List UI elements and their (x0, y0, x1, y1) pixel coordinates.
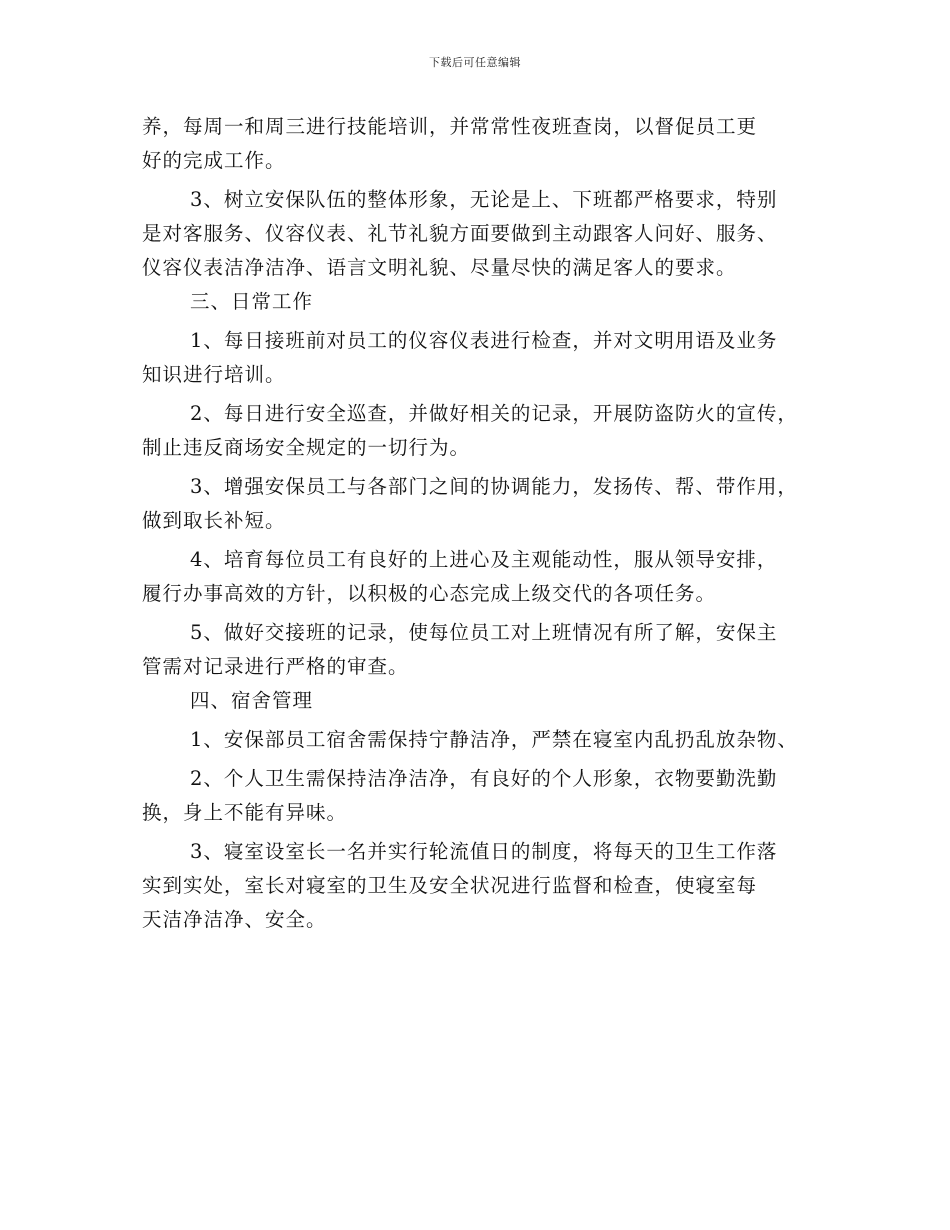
text-line: 制止违反商场安全规定的一切行为。 (142, 436, 471, 459)
text-line: 知识进行培训。 (142, 363, 286, 386)
page-header: 下载后可任意编辑 (429, 56, 521, 69)
paragraph-start: 3、增强安保员工与各部门之间的协调能力，发扬传、帮、带作用， (190, 475, 798, 498)
section-heading: 四、宿舍管理 (190, 689, 314, 712)
paragraph-start: 3、寝室设室长一名并实行轮流值日的制度，将每天的卫生工作落 (190, 840, 778, 863)
paragraph-start: 4、培育每位员工有良好的上进心及主观能动性，服从领导安排， (190, 548, 778, 571)
text-line: 仪容仪表洁净洁净、语言文明礼貌、尽量尽快的满足客人的要求。 (142, 256, 737, 279)
text-line: 实到实处，室长对寝室的卫生及安全状况进行监督和检查，使寝室每 (142, 874, 758, 897)
text-line: 做到取长补短。 (142, 509, 286, 532)
text-line: 管需对记录进行严格的审查。 (142, 655, 409, 678)
section-heading: 三、日常工作 (190, 290, 314, 313)
paragraph-start: 2、个人卫生需保持洁净洁净，有良好的个人形象，衣物要勤洗勤 (190, 767, 778, 790)
paragraph-start: 1、每日接班前对员工的仪容仪表进行检查，并对文明用语及业务 (190, 329, 778, 352)
text-line: 好的完成工作。 (142, 149, 286, 172)
text-line: 养，每周一和周三进行技能培训，并常常性夜班查岗，以督促员工更 (142, 115, 758, 138)
document-body (142, 110, 822, 937)
text-line: 是对客服务、仪容仪表、礼节礼貌方面要做到主动跟客人问好、服务、 (142, 222, 778, 245)
text-line: 换，身上不能有异味。 (142, 801, 348, 824)
paragraph-start: 2、每日进行安全巡查，并做好相关的记录，开展防盗防火的宣传， (190, 402, 798, 425)
paragraph-start: 1、安保部员工宿舍需保持宁静洁净，严禁在寝室内乱扔乱放杂物、 (190, 728, 798, 751)
paragraph-start: 3、树立安保队伍的整体形象，无论是上、下班都严格要求，特别 (190, 188, 778, 211)
paragraph-start: 5、做好交接班的记录，使每位员工对上班情况有所了解，安保主 (190, 621, 778, 644)
text-line: 天洁净洁净、安全。 (142, 908, 327, 931)
text-line: 履行办事高效的方针，以积极的心态完成上级交代的各项任务。 (142, 582, 717, 605)
